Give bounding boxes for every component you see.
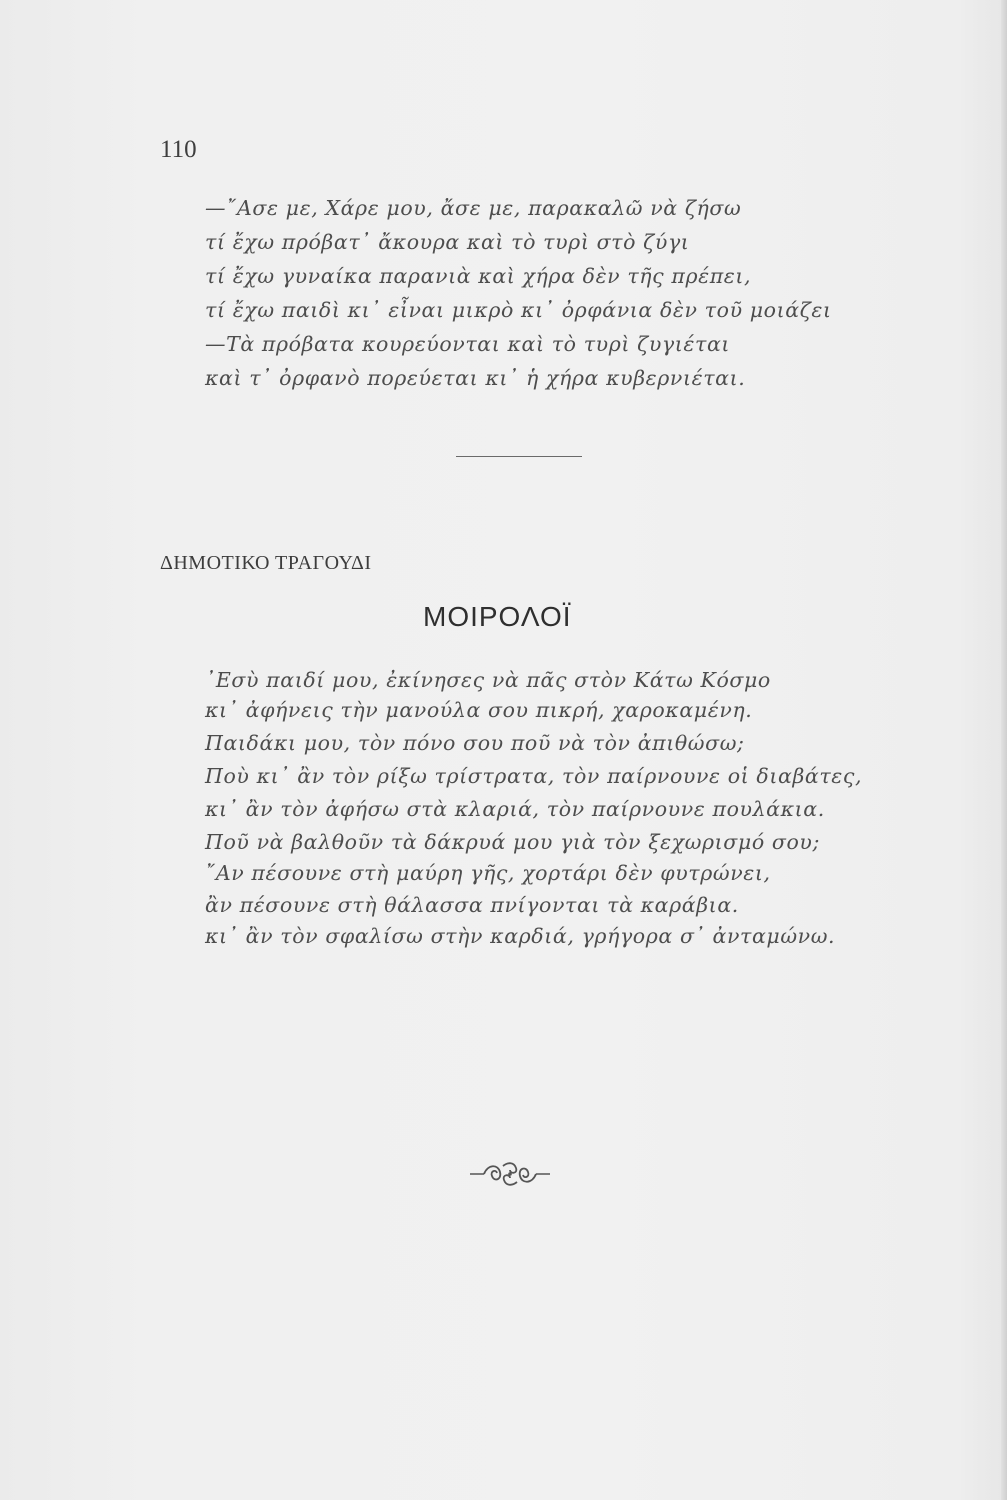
poem-line: κι᾽ ἂν τὸν ἀφήσω στὰ κλαριά, τὸν παίρνουνε πουλάκια. bbox=[205, 797, 825, 821]
poem-line: ἂν πέσουνε στὴ θάλασσα πνίγονται τὰ καράβια. bbox=[205, 893, 739, 917]
poem-line: —῎Ασε με, Χάρε μου, ἄσε με, παρακαλῶ νὰ ζήσω bbox=[205, 196, 742, 220]
poem-line: καὶ τ᾽ ὀρφανὸ πορεύεται κι᾽ ἡ χήρα κυβερνιέται. bbox=[205, 366, 746, 390]
poem-line: Ποῦ νὰ βαλθοῦν τὰ δάκρυά μου γιὰ τὸν ξεχωρισμό σου; bbox=[205, 830, 820, 854]
poem-title: ΜΟΙΡΟΛΟΪ bbox=[423, 601, 572, 632]
poem-stanza-moiroloi bbox=[205, 668, 885, 948]
page-edge-shadow bbox=[1001, 0, 1007, 1500]
poem-line: ῎Αν πέσουνε στὴ μαύρη γῆς, χορτάρι δὲν φυτρώνει, bbox=[205, 861, 771, 885]
poem-line: Παιδάκι μου, τὸν πόνο σου ποῦ νὰ τὸν ἀπιθώσω; bbox=[205, 731, 745, 755]
section-label: ΔΗΜΟΤΙΚΟ ΤΡΑΓΟΥΔΙ bbox=[160, 552, 372, 574]
poem-line: κι᾽ ἀφήνεις τὴν μανούλα σου πικρή, χαροκαμένη. bbox=[205, 698, 753, 722]
poem-line: τί ἔχω γυναίκα παρανιὰ καὶ χήρα δὲν τῆς πρέπει, bbox=[205, 264, 752, 288]
page-number: 110 bbox=[160, 136, 197, 163]
poem-line: τί ἔχω παιδὶ κι᾽ εἶναι μικρὸ κι᾽ ὀρφάνια δὲν τοῦ μοιάζει bbox=[205, 298, 832, 322]
poem-line: —Τὰ πρόβατα κουρεύονται καὶ τὸ τυρὶ ζυγιέται bbox=[205, 332, 731, 356]
poem-line: ᾽Εσὺ παιδί μου, ἐκίνησες νὰ πᾶς στὸν Κάτω Κόσμο bbox=[205, 668, 771, 692]
poem-line: Ποὺ κι᾽ ἂν τὸν ρίξω τρίστρατα, τὸν παίρνουνε οἱ διαβάτες, bbox=[205, 764, 863, 788]
poem-stanza-top bbox=[205, 196, 845, 396]
section-divider bbox=[456, 456, 582, 457]
scroll-ornament-icon bbox=[470, 1160, 550, 1188]
poem-line: τί ἔχω πρόβατ᾽ ἄκουρα καὶ τὸ τυρὶ στὸ ζύγι bbox=[205, 230, 690, 254]
poem-line: κι᾽ ἂν τὸν σφαλίσω στὴν καρδιά, γρήγορα σ᾽ ἀνταμώνω. bbox=[205, 924, 836, 948]
